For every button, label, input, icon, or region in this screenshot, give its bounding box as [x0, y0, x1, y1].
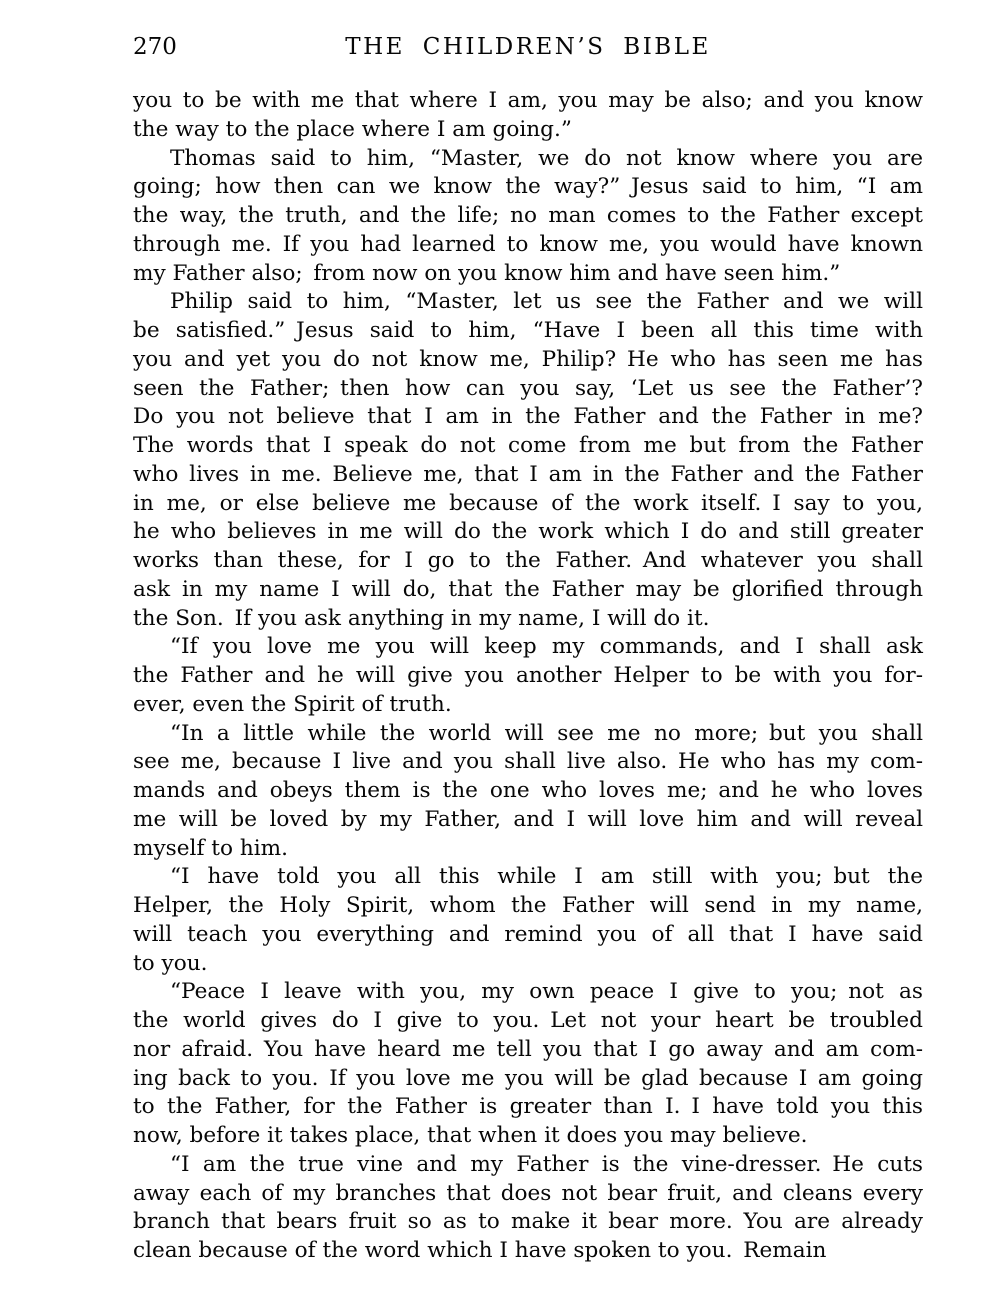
text-line: going; how then can we know the way?” Jesus said to him, “I am [133, 174, 923, 200]
text-line: Philip said to him, “Master, let us see the Father and we will [170, 289, 923, 315]
text-line: will teach you everything and remind you of all that I have said [133, 921, 923, 947]
text-line: me will be loved by my Father, and I will love him and will reveal [133, 806, 923, 832]
text-line: to you. [133, 950, 208, 976]
text-line: now, before it takes place, that when it does you may believe. [133, 1123, 808, 1148]
text-line: clean because of the word which I have spoken to you. Remain [133, 1238, 827, 1263]
text-line: nor afraid. You have heard me tell you that I go away and am com- [133, 1036, 923, 1062]
paragraph [133, 87, 923, 145]
text-line: the world gives do I give to you. Let not your heart be troubled [133, 1008, 923, 1033]
paragraph [133, 978, 923, 1151]
text-line: to the Father, for the Father is greater than I. I have told you this [133, 1094, 923, 1120]
text-line: myself to him. [133, 835, 288, 861]
paragraph [133, 1151, 923, 1266]
text-line: branch that bears fruit so as to make it bear more. You are already [133, 1209, 923, 1235]
paragraph [133, 720, 923, 864]
text-line: the way to the place where I am going.” [133, 116, 572, 142]
text-line: Do you not believe that I am in the Father and the Father in me? [133, 404, 923, 430]
text-line: be satisfied.” Jesus said to him, “Have I been all this time with [133, 318, 923, 343]
text-line: the way, the truth, and the life; no man comes to the Father except [133, 203, 923, 228]
text-line: mands and obeys them is the one who loves me; and he who loves [133, 778, 923, 803]
text-line: Helper, the Holy Spirit, whom the Father will send in my name, [133, 893, 923, 918]
text-line: he who believes in me will do the work which I do and still greater [133, 519, 923, 545]
text-line: “In a little while the world will see me no more; but you shall [170, 720, 923, 746]
text-line: ing back to you. If you love me you will be glad because I am going [133, 1065, 923, 1091]
paragraph [133, 863, 923, 978]
text-line: the Father and he will give you another Helper to be with you for- [133, 663, 923, 688]
text-line: ever, even the Spirit of truth. [133, 691, 452, 717]
body-text [133, 87, 923, 1266]
text-line: in me, or else believe me because of the work itself. I say to you, [133, 490, 923, 516]
text-line: you to be with me that where I am, you may be also; and you know [133, 88, 923, 113]
text-line: The words that I speak do not come from me but from the Father [133, 433, 923, 458]
text-line: Thomas said to him, “Master, we do not know where you are [170, 145, 923, 171]
text-line: “If you love me you will keep my commands, and I shall ask [170, 634, 923, 660]
text-line: works than these, for I go to the Father. And whatever you shall [133, 548, 923, 573]
text-line: seen the Father; then how can you say, ‘Let us see the Father’? [133, 375, 923, 401]
text-line: “I have told you all this while I am still with you; but the [170, 864, 923, 890]
text-line: you and yet you do not know me, Philip? He who has seen me has [133, 346, 923, 372]
paragraph [133, 145, 923, 289]
text-line: away each of my branches that does not bear fruit, and cleans every [133, 1180, 923, 1206]
paragraph [133, 633, 923, 719]
page-number: 270 [133, 34, 177, 60]
running-title: THE CHILDREN’S BIBLE [345, 34, 711, 60]
text-line: through me. If you had learned to know me, you would have known [133, 231, 923, 257]
text-line: “I am the true vine and my Father is the vine-dresser. He cuts [170, 1151, 923, 1177]
text-line: the Son. If you ask anything in my name, I will do it. [133, 605, 710, 631]
paragraph [133, 288, 923, 633]
text-line: who lives in me. Believe me, that I am in the Father and the Father [133, 461, 923, 487]
page-header [133, 34, 923, 60]
page-content [133, 34, 923, 1266]
text-line: my Father also; from now on you know him and have seen him.” [133, 260, 841, 286]
text-line: “Peace I leave with you, my own peace I give to you; not as [170, 979, 923, 1005]
text-line: ask in my name I will do, that the Father may be glorified through [133, 576, 923, 602]
text-line: see me, because I live and you shall live also. He who has my com- [133, 749, 923, 775]
